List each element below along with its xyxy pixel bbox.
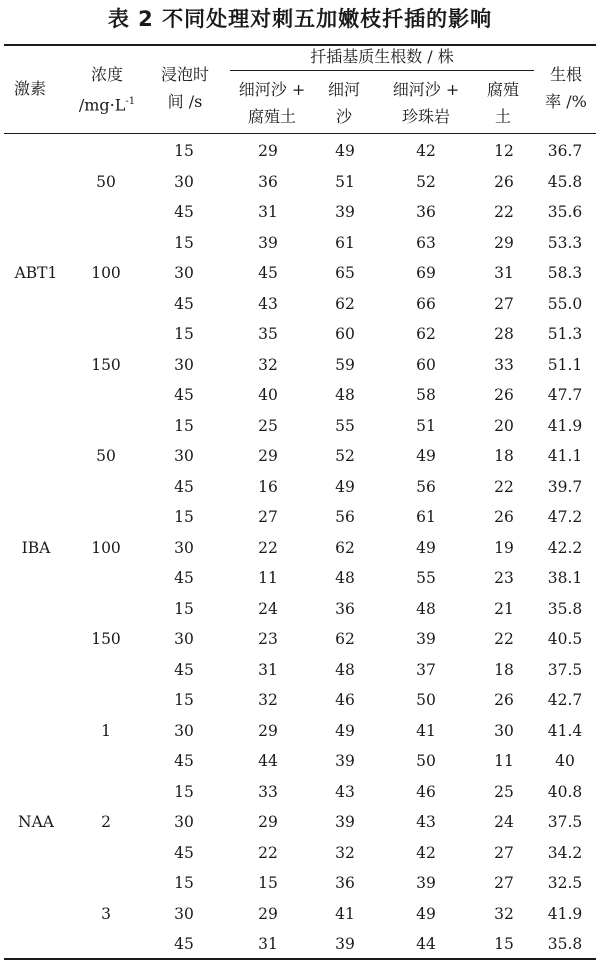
cell-sand-humus: 25: [258, 416, 278, 435]
cell-humus: 22: [494, 203, 514, 222]
cell-rooting-rate: 39.7: [547, 477, 583, 496]
cell-fine-sand: 43: [335, 782, 355, 801]
cell-fine-sand: 41: [335, 904, 355, 923]
cell-humus: 11: [494, 752, 514, 771]
cell-sand-humus: 31: [258, 935, 278, 954]
cell-sand-humus: 29: [258, 904, 278, 923]
cell-sand-perlite: 36: [416, 203, 436, 222]
cell-soak-time: 45: [174, 569, 194, 588]
cell-sand-perlite: 49: [416, 447, 436, 466]
cell-fine-sand: 39: [335, 935, 355, 954]
cell-humus: 26: [494, 508, 514, 527]
header-rooting-rate: 生根 率 /%: [545, 65, 587, 111]
cell-humus: 22: [494, 477, 514, 496]
cell-rooting-rate: 41.9: [547, 416, 583, 435]
cell-sand-humus: 29: [258, 721, 278, 740]
cell-rooting-rate: 36.7: [547, 142, 583, 161]
cell-humus: 26: [494, 386, 514, 405]
cell-concentration: 150: [91, 630, 121, 649]
cell-humus: 27: [494, 843, 514, 862]
cell-fine-sand: 48: [335, 660, 355, 679]
cell-soak-time: 15: [174, 416, 194, 435]
cell-sand-perlite: 69: [416, 264, 436, 283]
cell-soak-time: 30: [174, 904, 194, 923]
header-substrate-fine-sand: 细河 沙: [327, 80, 360, 126]
cell-humus: 20: [494, 416, 514, 435]
cell-soak-time: 30: [174, 355, 194, 374]
cell-rooting-rate: 47.2: [547, 508, 583, 527]
cell-sand-humus: 32: [258, 355, 278, 374]
cell-fine-sand: 62: [335, 538, 355, 557]
cell-rooting-rate: 40.8: [547, 782, 583, 801]
cell-sand-perlite: 50: [416, 752, 436, 771]
table-title: 表 2 不同处理对刺五加嫩枝扦插的影响: [107, 7, 493, 31]
cell-sand-perlite: 58: [416, 386, 436, 405]
cell-soak-time: 45: [174, 386, 194, 405]
cell-humus: 18: [494, 447, 514, 466]
cell-concentration: 100: [91, 264, 121, 283]
cell-soak-time: 45: [174, 477, 194, 496]
cell-soak-time: 45: [174, 935, 194, 954]
cell-soak-time: 15: [174, 508, 194, 527]
cell-sand-perlite: 43: [416, 813, 436, 832]
cell-rooting-rate: 41.9: [547, 904, 583, 923]
cell-sand-humus: 44: [258, 752, 278, 771]
cell-rooting-rate: 51.1: [547, 355, 583, 374]
cell-sand-humus: 27: [258, 508, 278, 527]
cell-humus: 27: [494, 874, 514, 893]
cell-fine-sand: 48: [335, 386, 355, 405]
cell-sand-humus: 24: [258, 599, 278, 618]
cell-rooting-rate: 53.3: [547, 233, 583, 252]
cell-sand-humus: 29: [258, 142, 278, 161]
cell-sand-perlite: 42: [416, 142, 436, 161]
cell-soak-time: 30: [174, 721, 194, 740]
cell-soak-time: 15: [174, 325, 194, 344]
cell-rooting-rate: 40.5: [547, 630, 583, 649]
header-substrate-sand-humus: 细河沙 + 腐殖土: [238, 80, 306, 126]
cell-rooting-rate: 35.8: [547, 599, 583, 618]
cell-sand-humus: 31: [258, 203, 278, 222]
cell-humus: 27: [494, 294, 514, 313]
cell-fine-sand: 62: [335, 630, 355, 649]
cell-sand-humus: 35: [258, 325, 278, 344]
cell-soak-time: 45: [174, 294, 194, 313]
cell-soak-time: 30: [174, 172, 194, 191]
cell-sand-humus: 15: [258, 874, 278, 893]
cell-sand-humus: 16: [258, 477, 278, 496]
cell-humus: 29: [494, 233, 514, 252]
cell-concentration: 50: [96, 447, 116, 466]
cell-soak-time: 15: [174, 599, 194, 618]
cell-fine-sand: 60: [335, 325, 355, 344]
cell-humus: 24: [494, 813, 514, 832]
cell-sand-perlite: 60: [416, 355, 436, 374]
cell-fine-sand: 46: [335, 691, 355, 710]
cell-humus: 21: [494, 599, 514, 618]
cell-fine-sand: 39: [335, 203, 355, 222]
header-substrate-humus: 腐殖 土: [486, 80, 519, 126]
cell-humus: 30: [494, 721, 514, 740]
cell-concentration: 3: [101, 904, 111, 923]
header-substrate-sand-perlite: 细河沙 + 珍珠岩: [392, 80, 460, 126]
cell-rooting-rate: 55.0: [547, 294, 583, 313]
cell-rooting-rate: 37.5: [547, 813, 583, 832]
cell-hormone: ABT1: [14, 264, 58, 283]
cell-humus: 25: [494, 782, 514, 801]
cell-sand-perlite: 39: [416, 874, 436, 893]
cell-sand-perlite: 66: [416, 294, 436, 313]
cell-concentration: 2: [101, 813, 111, 832]
cell-concentration: 50: [96, 172, 116, 191]
cell-concentration: 100: [91, 538, 121, 557]
header-soak-time: 浸泡时 间 /s: [160, 65, 209, 111]
cell-fine-sand: 39: [335, 752, 355, 771]
cell-rooting-rate: 47.7: [547, 386, 583, 405]
header-hormone: 激素: [13, 79, 46, 98]
cell-sand-humus: 23: [258, 630, 278, 649]
cell-humus: 15: [494, 935, 514, 954]
substrate-group-rule: [230, 70, 534, 71]
header-concentration: 浓度 $/mg\cdot L^{-1}$: [78, 65, 136, 115]
cell-fine-sand: 52: [335, 447, 355, 466]
cell-sand-perlite: 49: [416, 538, 436, 557]
cell-soak-time: 15: [174, 691, 194, 710]
cell-sand-perlite: 51: [416, 416, 436, 435]
cell-hormone: IBA: [21, 538, 51, 557]
cell-fine-sand: 39: [335, 813, 355, 832]
cell-soak-time: 30: [174, 630, 194, 649]
cell-sand-perlite: 52: [416, 172, 436, 191]
cell-humus: 12: [494, 142, 514, 161]
cell-humus: 26: [494, 691, 514, 710]
cell-fine-sand: 36: [335, 874, 355, 893]
cell-sand-humus: 22: [258, 843, 278, 862]
cell-sand-perlite: 61: [416, 508, 436, 527]
cell-fine-sand: 59: [335, 355, 355, 374]
cell-soak-time: 15: [174, 874, 194, 893]
cell-sand-humus: 43: [258, 294, 278, 313]
cell-humus: 22: [494, 630, 514, 649]
cell-concentration: 150: [91, 355, 121, 374]
cell-soak-time: 45: [174, 660, 194, 679]
cell-fine-sand: 32: [335, 843, 355, 862]
header-substrate-group: 扦插基质生根数 / 株: [310, 47, 454, 66]
cell-rooting-rate: 35.6: [547, 203, 583, 222]
cell-sand-perlite: 44: [416, 935, 436, 954]
header-bottom-rule: [4, 133, 596, 134]
cell-sand-perlite: 55: [416, 569, 436, 588]
bottom-rule: [4, 958, 596, 960]
cell-fine-sand: 48: [335, 569, 355, 588]
cell-humus: 33: [494, 355, 514, 374]
cell-sand-humus: 29: [258, 447, 278, 466]
cell-humus: 28: [494, 325, 514, 344]
cell-sand-humus: 36: [258, 172, 278, 191]
cell-rooting-rate: 42.7: [547, 691, 583, 710]
cell-sand-perlite: 39: [416, 630, 436, 649]
cell-rooting-rate: 38.1: [547, 569, 583, 588]
cell-soak-time: 45: [174, 203, 194, 222]
cell-sand-humus: 45: [258, 264, 278, 283]
cell-soak-time: 15: [174, 142, 194, 161]
cell-rooting-rate: 51.3: [547, 325, 583, 344]
cell-sand-perlite: 41: [416, 721, 436, 740]
cell-soak-time: 30: [174, 813, 194, 832]
cell-sand-humus: 39: [258, 233, 278, 252]
cell-sand-perlite: 56: [416, 477, 436, 496]
cell-soak-time: 30: [174, 447, 194, 466]
cell-fine-sand: 51: [335, 172, 355, 191]
cell-rooting-rate: 32.5: [547, 874, 583, 893]
cell-humus: 26: [494, 172, 514, 191]
cell-sand-humus: 22: [258, 538, 278, 557]
cell-sand-humus: 31: [258, 660, 278, 679]
cell-rooting-rate: 35.8: [547, 935, 583, 954]
cell-sand-perlite: 37: [416, 660, 436, 679]
cell-humus: 23: [494, 569, 514, 588]
cell-sand-perlite: 46: [416, 782, 436, 801]
cell-soak-time: 15: [174, 233, 194, 252]
cell-rooting-rate: 58.3: [547, 264, 583, 283]
cell-fine-sand: 49: [335, 721, 355, 740]
cell-concentration: 1: [101, 721, 111, 740]
cell-rooting-rate: 37.5: [547, 660, 583, 679]
cell-fine-sand: 49: [335, 477, 355, 496]
cell-fine-sand: 36: [335, 599, 355, 618]
cell-fine-sand: 65: [335, 264, 355, 283]
cell-humus: 32: [494, 904, 514, 923]
cell-sand-humus: 33: [258, 782, 278, 801]
cell-humus: 18: [494, 660, 514, 679]
cell-fine-sand: 49: [335, 142, 355, 161]
cell-sand-humus: 11: [258, 569, 278, 588]
cell-sand-perlite: 42: [416, 843, 436, 862]
cell-rooting-rate: 40: [555, 752, 575, 771]
cell-sand-perlite: 49: [416, 904, 436, 923]
cell-rooting-rate: 42.2: [547, 538, 583, 557]
cell-sand-perlite: 50: [416, 691, 436, 710]
cell-soak-time: 45: [174, 752, 194, 771]
cell-sand-perlite: 63: [416, 233, 436, 252]
cell-humus: 19: [494, 538, 514, 557]
cell-sand-humus: 32: [258, 691, 278, 710]
cell-fine-sand: 62: [335, 294, 355, 313]
cell-soak-time: 15: [174, 782, 194, 801]
cell-sand-perlite: 62: [416, 325, 436, 344]
cell-humus: 31: [494, 264, 514, 283]
cell-soak-time: 30: [174, 264, 194, 283]
cell-fine-sand: 55: [335, 416, 355, 435]
cell-rooting-rate: 41.1: [547, 447, 583, 466]
cell-soak-time: 30: [174, 538, 194, 557]
cell-hormone: NAA: [18, 813, 54, 832]
cell-sand-humus: 29: [258, 813, 278, 832]
cell-soak-time: 45: [174, 843, 194, 862]
cell-fine-sand: 56: [335, 508, 355, 527]
cell-rooting-rate: 45.8: [547, 172, 583, 191]
cell-rooting-rate: 41.4: [547, 721, 583, 740]
cell-fine-sand: 61: [335, 233, 355, 252]
cell-sand-humus: 40: [258, 386, 278, 405]
cell-rooting-rate: 34.2: [547, 843, 583, 862]
cell-sand-perlite: 48: [416, 599, 436, 618]
